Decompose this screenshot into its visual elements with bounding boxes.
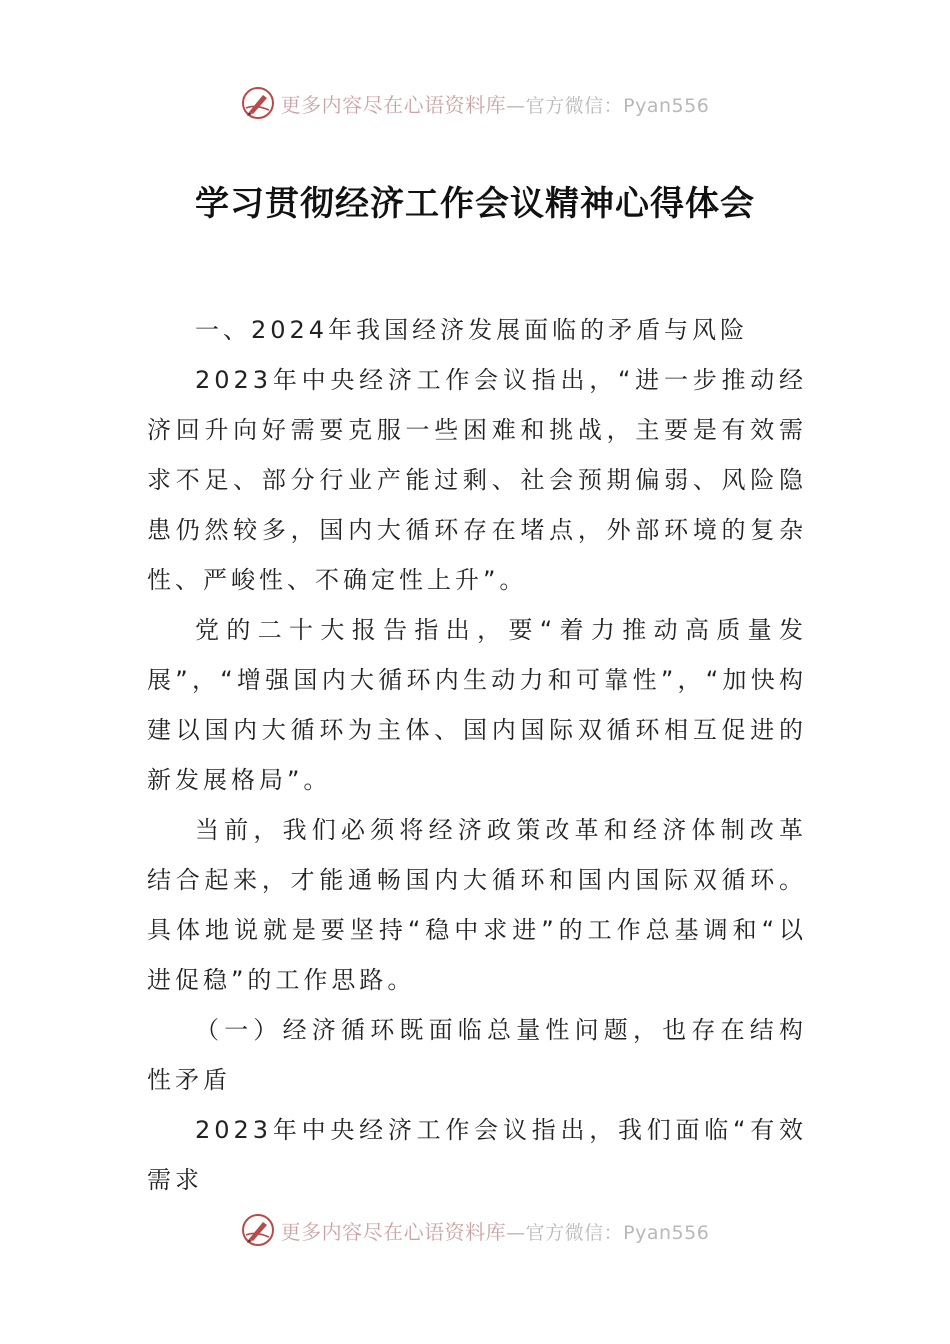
watermark-footer (0, 1210, 950, 1250)
watermark-sub-text: —官方微信：Pyan556 (506, 94, 710, 117)
watermark-main-text: 更多内容尽在心语资料库 (280, 92, 507, 117)
watermark-header (0, 83, 950, 123)
pen-logo-icon (241, 86, 275, 120)
watermark-text (281, 1216, 710, 1245)
paragraph: 2023年中央经济工作会议指出，我们面临“有效需求 (147, 1116, 807, 1194)
watermark-main-text: 更多内容尽在心语资料库 (280, 1219, 507, 1244)
paragraph: 当前，我们必须将经济政策改革和经济体制改革结合起来，才能通畅国内大循环和国内国际双循环。具体地说就是要坚持“稳中求进”的工作总基调和“以进促稳”的工作思路。 (147, 816, 807, 994)
pen-logo-icon (241, 1213, 275, 1247)
document-title: 学习贯彻经济工作会议精神心得体会 (195, 184, 755, 224)
subsection-heading: （一）经济循环既面临总量性问题，也存在结构性矛盾 (147, 1016, 807, 1094)
watermark-sub-text: —官方微信：Pyan556 (506, 1221, 710, 1244)
document-body (147, 305, 807, 1205)
paragraph: 2023年中央经济工作会议指出，“进一步推动经济回升向好需要克服一些困难和挑战，主要是有效需求不足、部分行业产能过剩、社会预期偏弱、风险隐患仍然较多，国内大循环存在堵点，外部环境的复杂性、严峻性、不确定性上升”。 (147, 366, 807, 594)
watermark-text (281, 89, 710, 118)
paragraph: 党的二十大报告指出，要“着力推动高质量发展”，“增强国内大循环内生动力和可靠性”，“加快构建以国内大循环为主体、国内国际双循环相互促进的新发展格局”。 (147, 616, 807, 794)
section-heading: 一、2024年我国经济发展面临的矛盾与风险 (195, 316, 749, 344)
